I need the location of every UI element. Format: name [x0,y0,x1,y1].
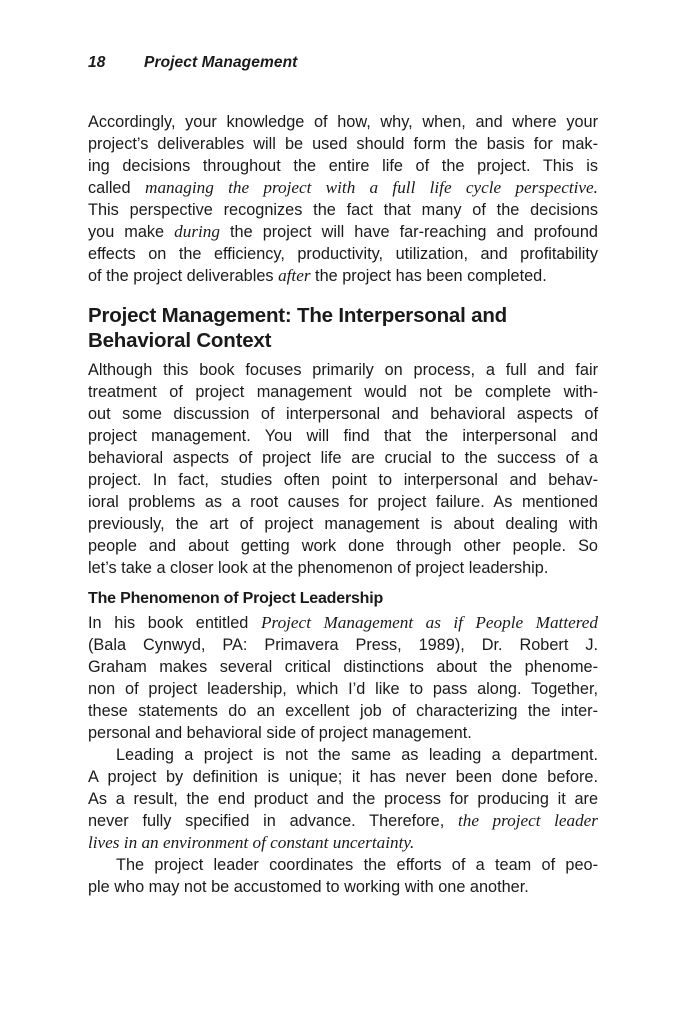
running-head [88,54,297,72]
text-run: behavioral aspects of project life are crucial to the success of a [88,449,598,467]
text-line [88,810,598,832]
text-run: you make [88,223,175,241]
text-run: these statements do an excellent job of characterizing the inter- [88,702,598,720]
subsection-paragraphs [88,612,598,898]
text-line [88,513,598,535]
text-run: In his book entitled [88,614,262,632]
text-run: As a result, the end product and the process for producing it are [88,790,598,808]
text-line [88,359,598,381]
text-run: ple who may not be accustomed to working with one another. [88,878,529,896]
text-run: ing decisions throughout the entire life of the project. This is [88,157,598,175]
text-run: project management. You will find that the interpersonal and [88,427,598,445]
text-line [88,766,598,788]
text-run: project’s deliverables will be used should form the basis for mak- [88,135,598,153]
italic-run: lives in an environment of constant uncertainty. [88,833,415,852]
page-body [88,111,598,898]
text-line [88,243,598,265]
italic-run: after [278,266,311,285]
text-line [88,425,598,447]
text-line [88,876,598,898]
italic-run: during [174,222,220,241]
text-line [88,403,598,425]
text-run: The project leader coordinates the efforts of a team of peo- [116,856,598,874]
text-line [88,133,598,155]
text-line [88,111,598,133]
text-line [88,221,598,243]
text-run: out some discussion of interpersonal and behavioral aspects of [88,405,598,423]
text-line [88,469,598,491]
text-run: Accordingly, your knowledge of how, why, when, and where your [88,113,598,131]
text-line [88,447,598,469]
text-line [88,491,598,513]
text-line [88,265,598,287]
text-run: This perspective recognizes the fact that many of the decisions [88,201,598,219]
text-run: A project by definition is unique; it has never been done before. [88,768,598,786]
text-run: Leading a project is not the same as leading a department. [116,746,598,764]
text-line [88,656,598,678]
text-line [88,832,598,854]
italic-run: Project Management as if People Mattered [261,613,598,632]
text-run: never fully specified in advance. Therefore, [88,812,458,830]
text-line [88,612,598,634]
text-run: previously, the art of project management is about dealing with [88,515,598,533]
text-run: Graham makes several critical distinctions about the phenome- [88,658,598,676]
text-line [88,177,598,199]
text-run: treatment of project management would not be complete with- [88,383,598,401]
text-run: people and about getting work done through other people. So [88,537,598,555]
subsection-heading: The Phenomenon of Project Leadership [88,590,384,607]
section-heading [88,303,598,353]
page-number: 18 [88,54,106,71]
text-run: personal and behavioral side of project management. [88,724,472,742]
running-title: Project Management [144,54,298,71]
section-heading-line: Project Management: The Interpersonal and [88,304,507,327]
text-line [88,381,598,403]
text-line [88,535,598,557]
text-line [88,700,598,722]
section-heading-line: Behavioral Context [88,329,272,352]
italic-run: the project leader [458,811,598,830]
text-line [88,744,598,766]
text-line [88,634,598,656]
text-run: project. In fact, studies often point to interpersonal and behav- [88,471,598,489]
text-run: ioral problems as a root causes for project failure. As mentioned [88,493,598,511]
text-line [88,678,598,700]
text-line [88,155,598,177]
text-line [88,788,598,810]
text-run: called [88,179,146,197]
section-paragraph [88,359,598,579]
text-run: effects on the efficiency, productivity, utilization, and profitability [88,245,598,263]
intro-paragraph [88,111,598,287]
text-run: let’s take a closer look at the phenomenon of project leadership. [88,559,549,577]
text-run: the project will have far-reaching and profound [219,223,598,241]
text-run: Although this book focuses primarily on process, a full and fair [88,361,598,379]
text-run: non of project leadership, which I’d like to pass along. Together, [88,680,598,698]
text-line [88,722,598,744]
text-run: the project has been completed. [310,267,547,285]
italic-run: managing the project with a full life cycle perspective. [145,178,598,197]
text-line [88,557,598,579]
text-run: of the project deliverables [88,267,279,285]
text-line [88,854,598,876]
text-line [88,199,598,221]
text-run: (Bala Cynwyd, PA: Primavera Press, 1989), Dr. Robert J. [88,636,598,654]
